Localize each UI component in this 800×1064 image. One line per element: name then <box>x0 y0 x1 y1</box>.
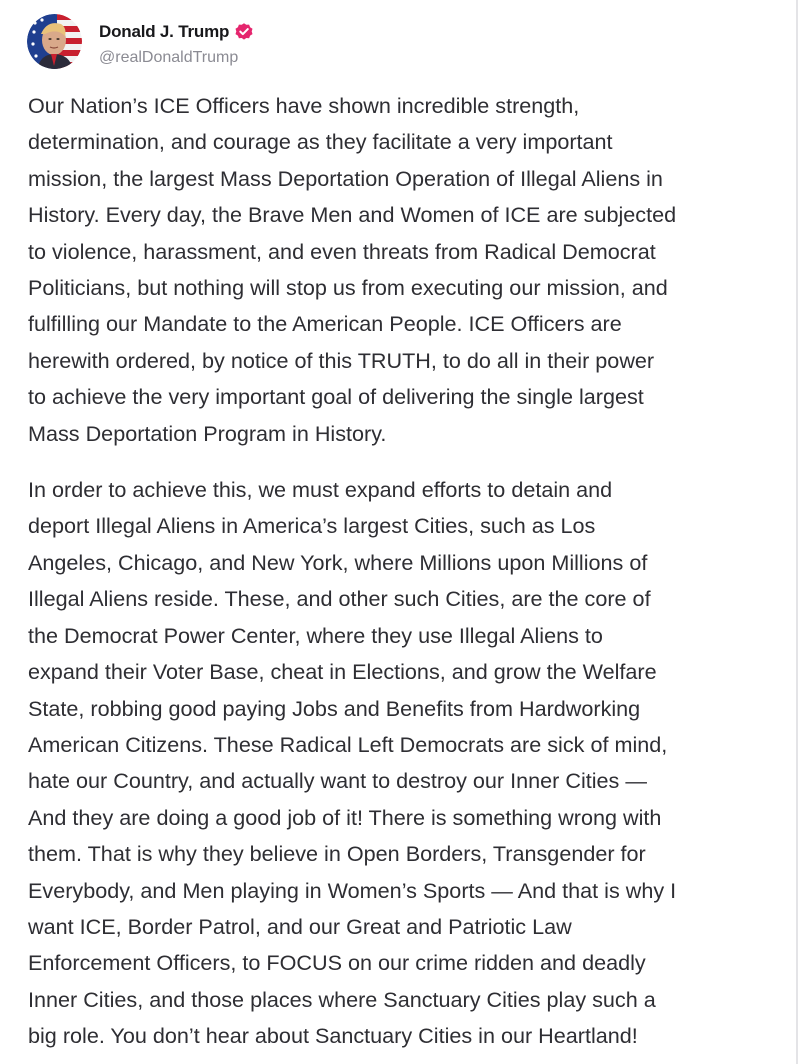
text-line: fulfilling our Mandate to the American People. ICE Officers are <box>28 311 622 337</box>
text-line: In order to achieve this, we must expand efforts to detain and <box>28 477 613 503</box>
author-handle[interactable]: @realDonaldTrump <box>99 49 239 66</box>
text-line: big role. You don’t hear about Sanctuary Cities in our Heartland! <box>28 1023 638 1049</box>
verified-badge-icon <box>234 22 254 42</box>
text-line: to achieve the very important goal of delivering the single largest <box>28 384 644 410</box>
avatar[interactable] <box>27 14 82 69</box>
text-line: Mass Deportation Program in History. <box>28 420 387 446</box>
text-line: them. That is why they believe in Open Borders, Transgender for <box>28 841 646 867</box>
name-row <box>99 21 254 43</box>
card-border <box>796 0 798 1064</box>
text-line: Inner Cities, and those places where Sanctuary Cities play such a <box>28 986 656 1012</box>
text-line: deport Illegal Aliens in America’s largest Cities, such as Los <box>28 513 596 539</box>
text-line: Angeles, Chicago, and New York, where Millions upon Millions of <box>28 549 648 575</box>
text-line: And they are doing a good job of it! There is something wrong with <box>28 804 662 830</box>
post-paragraph-2 <box>28 472 780 1055</box>
text-line: herewith ordered, by notice of this TRUTH, to do all in their power <box>28 347 655 373</box>
text-line: mission, the largest Mass Deportation Operation of Illegal Aliens in <box>28 165 663 191</box>
text-line: want ICE, Border Patrol, and our Great and Patriotic Law <box>28 913 572 939</box>
text-line: hate our Country, and actually want to destroy our Inner Cities — <box>28 768 647 794</box>
post-header <box>0 14 800 74</box>
text-line: State, robbing good paying Jobs and Benefits from Hardworking <box>28 695 641 721</box>
author-info <box>99 14 254 67</box>
text-line: Everybody, and Men playing in Women’s Sports — And that is why I <box>28 877 677 903</box>
text-line: Illegal Aliens reside. These, and other such Cities, are the core of <box>28 586 651 612</box>
post-body <box>28 88 780 1055</box>
text-line: expand their Voter Base, cheat in Elections, and grow the Welfare <box>28 659 657 685</box>
text-line: the Democrat Power Center, where they use Illegal Aliens to <box>28 622 603 648</box>
text-line: Our Nation’s ICE Officers have shown incredible strength, <box>28 93 580 118</box>
author-display-name[interactable]: Donald J. Trump <box>99 22 230 41</box>
flag-portrait-avatar-icon <box>27 14 82 69</box>
text-line: to violence, harassment, and even threats from Radical Democrat <box>28 238 656 264</box>
text-line: American Citizens. These Radical Left Democrats are sick of mind, <box>28 731 668 757</box>
text-line: determination, and courage as they facilitate a very important <box>28 129 613 155</box>
post-paragraph-1 <box>28 88 780 452</box>
text-line: History. Every day, the Brave Men and Women of ICE are subjected <box>28 202 677 228</box>
text-line: Politicians, but nothing will stop us from executing our mission, and <box>28 275 668 301</box>
text-line: Enforcement Officers, to FOCUS on our crime ridden and deadly <box>28 950 646 976</box>
